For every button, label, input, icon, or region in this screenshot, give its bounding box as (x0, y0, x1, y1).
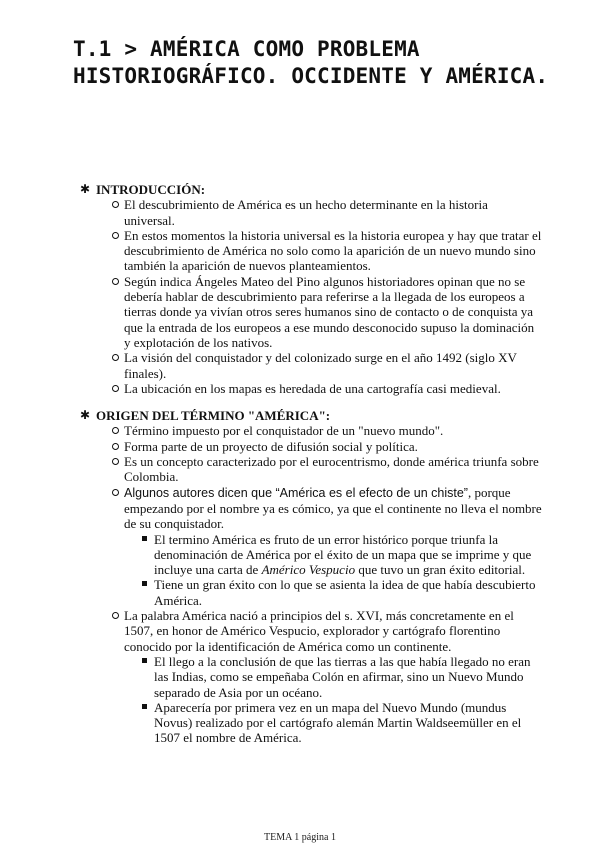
bullet-list (82, 423, 542, 745)
list-item: La visión del conquistador y del colonizado surge en el año 1492 (siglo XV finales). (112, 350, 542, 381)
section-origen (82, 408, 542, 746)
list-item: Forma parte de un proyecto de difusión social y política. (112, 439, 542, 454)
sub-text: El termino América es fruto de un error histórico porque triunfa la denominación de América por el éxito de un mapa que se imprime y que incluye una carta de (154, 531, 532, 578)
authors-rest: , porque empezando por el nombre ya es cómico, ya que el continente no lleva el nombre de su conquistador. (124, 484, 542, 532)
sub-list-item: Tiene un gran éxito con lo que se asienta la idea de que había descubierto América. (142, 577, 542, 608)
page-footer: TEMA 1 página 1 (264, 832, 336, 843)
vespucio-emphasis: Américo Vespucio (261, 562, 356, 578)
sub-text: que tuvo un gran éxito editorial. (355, 562, 526, 578)
section-heading: ORIGEN DEL TÉRMINO "AMÉRICA": (96, 408, 331, 424)
sub-bullet-list (124, 532, 542, 608)
list-item-birth (112, 608, 542, 746)
section-introduccion (82, 182, 542, 396)
list-item: Según indica Ángeles Mateo del Pino algunos historiadores opinan que no se debería hablar de descubrimiento para referirse a la llegada de los europeos a tierras donde ya vivían otros seres humanos sino de contacto o de conquista ya que la entrada de los europeos a ese mundo desconocido supuso la dominación y explotación de los nativos. (112, 274, 542, 350)
list-item: Es un concepto caracterizado por el eurocentrismo, donde américa triunfa sobre Colombia. (112, 454, 542, 485)
document-body (82, 182, 542, 758)
section-heading: INTRODUCCIÓN: (96, 182, 206, 197)
authors-quote: Algunos autores dicen que “América es el efecto de un chiste” (124, 485, 468, 500)
sub-list-item: El llego a la conclusión de que las tierras a las que había llegado no eran las Indias, como se empeñaba Colón en afirmar, sino un Nuevo Mundo separado de Asia por un océano. (142, 654, 542, 700)
sub-list-item: Aparecería por primera vez en un mapa del Nuevo Mundo (mundus Novus) realizado por el cartógrafo alemán Martin Waldseemüller en el 1507 el nombre de América. (142, 700, 542, 746)
list-item: La ubicación en los mapas es heredada de una cartografía casi medieval. (112, 381, 542, 396)
title-line-2: HISTORIOGRÁFICO. OCCIDENTE Y AMÉRICA. (73, 64, 549, 88)
sub-list-item (142, 532, 542, 578)
section-heading-row (82, 182, 542, 197)
list-item: Término impuesto por el conquistador de un "nuevo mundo". (112, 423, 542, 438)
page-title (73, 36, 573, 90)
title-line-1: T.1 > AMÉRICA COMO PROBLEMA (73, 37, 420, 61)
birth-text: La palabra América nació a principios del s. XVI, más concretamente en el 1507, en honor de Américo Vespucio, explorador y cartógrafo florentino conocido por la identificación de América como un continente. (124, 608, 514, 654)
asterisk-bullet-icon: ✱ (80, 408, 91, 423)
bullet-list (82, 197, 542, 396)
section-heading-row (82, 408, 542, 423)
list-item: El descubrimiento de América es un hecho determinante en la historia universal. (112, 197, 542, 228)
list-item: En estos momentos la historia universal es la historia europea y hay que tratar el descubrimiento de América no solo como la aparición de un nuevo mundo sino también la aparición de nuevos planteamientos. (112, 228, 542, 274)
list-item-authors (112, 485, 542, 608)
asterisk-bullet-icon: ✱ (80, 182, 91, 196)
sub-bullet-list (124, 654, 542, 746)
